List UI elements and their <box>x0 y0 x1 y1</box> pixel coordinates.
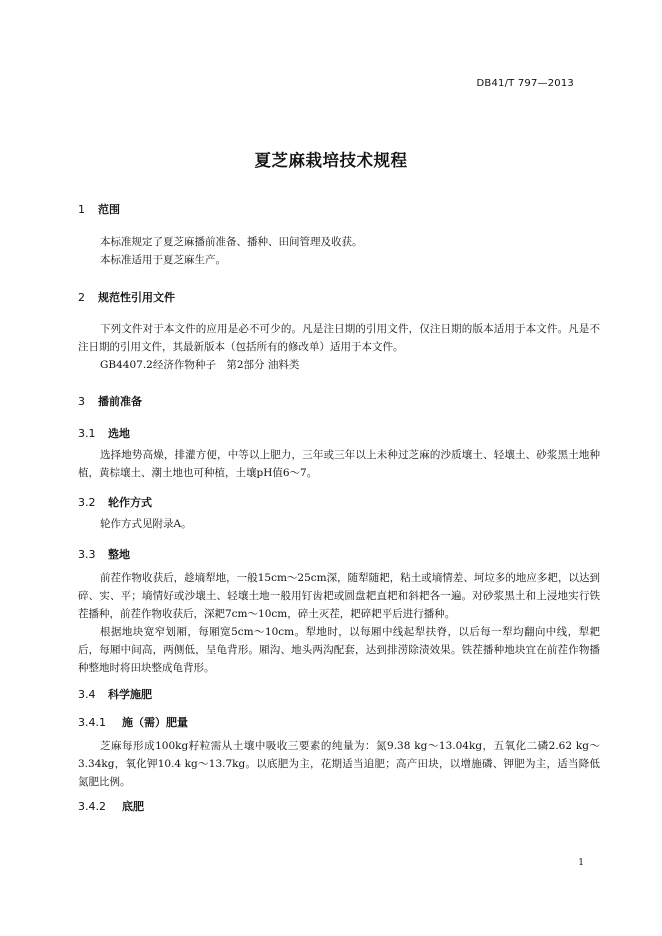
section-3-4-2-heading <box>78 798 144 814</box>
section-title: 规范性引用文件 <box>98 291 175 304</box>
section-3-4-heading <box>78 686 152 702</box>
paragraph: 选择地势高燥，排灌方便，中等以上肥力，三年或三年以上未种过芝麻的沙质壤土、轻壤土、砂浆黑土地种植，黄棕壤土、潮土地也可种植，土壤pH值6～7。 <box>78 449 600 479</box>
section-title: 选地 <box>108 427 130 440</box>
section-2-heading <box>78 289 175 305</box>
section-1-heading <box>78 201 120 217</box>
section-number: 2 <box>78 291 85 304</box>
section-title: 整地 <box>108 548 130 561</box>
section-3-4-1-heading <box>78 714 188 730</box>
paragraph: 本标准适用于夏芝麻生产。 <box>100 254 226 266</box>
section-title: 施（需）肥量 <box>122 716 188 729</box>
section-title: 轮作方式 <box>108 496 152 509</box>
section-number: 3.2 <box>78 496 96 509</box>
section-number: 3 <box>78 395 85 408</box>
paragraph: 前茬作物收获后，趁墒犁地，一般15cm～25cm深，随犁随耙，粘土或墒情差、坷垃多的地应多耙，以达到碎、实、平；墒情好或沙壤土、轻壤土地一般用钉齿耙或圆盘耙直耙和斜耙各一遍。对砂浆黑土和上浸地实行铁茬播种，前茬作物收获后，深耙7cm～10cm，碎土灭茬，耙碎耙平后进行播种。 <box>78 572 600 620</box>
section-number: 3.4.2 <box>78 800 106 813</box>
section-title: 播前准备 <box>98 395 142 408</box>
section-3-1-heading <box>78 425 130 441</box>
paragraph: 下列文件对于本文件的应用是必不可少的。凡是注日期的引用文件，仅注日期的版本适用于本文件。凡是不注日期的引用文件，其最新版本（包括所有的修改单）适用于本文件。 <box>78 323 600 353</box>
section-number: 3.1 <box>78 427 96 440</box>
section-title: 范围 <box>98 203 120 216</box>
section-3-2-heading <box>78 494 152 510</box>
section-title: 科学施肥 <box>108 688 152 701</box>
section-number: 3.4 <box>78 688 96 701</box>
section-3-heading <box>78 393 142 409</box>
page-number: 1 <box>578 858 584 868</box>
paragraph: 轮作方式见附录A。 <box>100 518 192 530</box>
paragraph: 根据地块宽窄划厢，每厢宽5cm～10cm。犁地时，以每厢中线起犁扶脊，以后每一犁均翻向中线，犁耙后，每厢中间高，两侧低，呈龟背形。厢沟、地头两沟配套，达到排涝除渍效果。铁茬播种地块宜在前茬作物播种整地时将田块整成龟背形。 <box>78 626 600 674</box>
paragraph: 芝麻每形成100kg籽粒需从土壤中吸收三要素的纯量为：氮9.38 kg～13.04kg，五氧化二磷2.62 kg～3.34kg，氧化钾10.4 kg～13.7kg。以底肥为主，花期适当追肥；高产田块，以增施磷、钾肥为主，适当降低氮肥比例。 <box>78 740 600 788</box>
paragraph: 本标准规定了夏芝麻播前准备、播种、田间管理及收获。 <box>100 236 363 248</box>
document-title: 夏芝麻栽培技术规程 <box>254 151 408 170</box>
section-number: 3.3 <box>78 548 96 561</box>
section-number: 3.4.1 <box>78 716 106 729</box>
referenced-standard: GB4407.2经济作物种子 第2部分 油料类 <box>100 359 300 371</box>
section-number: 1 <box>78 203 85 216</box>
section-3-3-heading <box>78 546 130 562</box>
section-title: 底肥 <box>122 800 144 813</box>
standard-code: DB41/T 797—2013 <box>476 78 574 89</box>
